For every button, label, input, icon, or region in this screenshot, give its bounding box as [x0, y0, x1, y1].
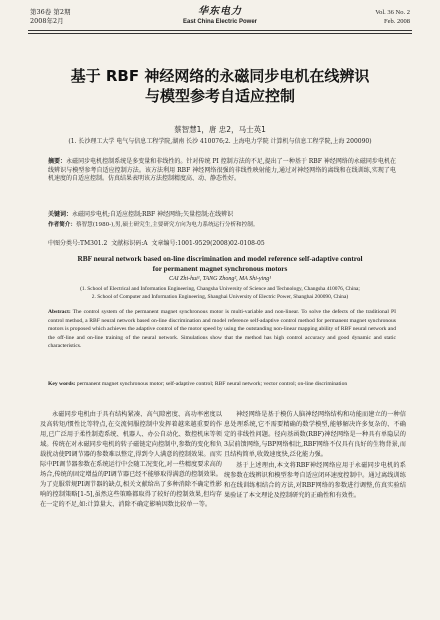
- affiliation-cn: (1. 长沙理工大学 电气与信息工程学院,湖南 长沙 410076;2. 上海电力学院 计算机与信息工程学院,上海 200090): [68, 138, 372, 145]
- classification-line: 中图分类号:TM301.2 文献标识码:A 文章编号:1001-9529(2008)02-0108-05: [48, 240, 265, 247]
- body-column-right: [224, 410, 406, 502]
- title-en-line-2: for permanent magnet synchronous motors: [152, 264, 288, 273]
- keywords-text-en: permanent magnet synchronous motor; self-adaptive control; RBF neural network; vector control; on-line discrimination: [76, 381, 348, 387]
- header-date-en: Feb. 2008: [384, 18, 410, 25]
- body-right-paragraph-1: 神经网络是基于模仿人脑神经网络结构和功能而建立的一种信息处理系统,它不需要精确的数学模型,能够解决许多复杂的、不确定的非线性问题。径向基函数(RBF)神经网络是一种具有单隐层的3层前馈网络,与BP网络相比,RBF网络不仅具有良好的生物背景,而且结构简单,收敛速度快,泛化能力强。: [224, 411, 406, 458]
- journal-masthead: [150, 6, 290, 26]
- journal-name-cn: 华东电力: [198, 6, 242, 17]
- header-rule-thick: [28, 30, 412, 31]
- journal-name-en: East China Electric Power: [182, 19, 258, 25]
- title-line-2: 与模型参考自适应控制: [144, 87, 295, 105]
- keywords-text-cn: 永磁同步电机;自适应控制;RBF 神经网络;矢量控制;在线辨识: [72, 211, 234, 218]
- header-right: [375, 8, 410, 26]
- paper-title-en: [30, 254, 410, 274]
- body-right-paragraph-2: 基于上述理由,本文将RBF神经网络应用于永磁同步电机的系统参数在线辨识和模型参考自适应闭环速度控制中。通过离线训练和在线训练相结合的方法,对RBF网络的参数进行调整,仿真实验结果验证了本文理论及控制研究的正确性和有效性。: [224, 462, 406, 499]
- abstract-text-cn: 永磁同步电机控制系统是多变量和非线性的。针对传统 PI 控制方法的不足,提出了一种基于 RBF 神经网络的永磁同步电机在线辨识与模型参考自适应控制方法。该方法利用 RBF 神经网络很强的非线性映射能力,通过对神经网络的离线和在线训练,实现了电机速度的自适应控制。仿真结果表明该方法控制精度高、动、静态性好。: [48, 158, 396, 183]
- title-line-1: 基于 RBF 神经网络的永磁同步电机在线辨识: [70, 67, 370, 85]
- authors-en: CAI Zhi-hui¹, TANG Zhong², MA Shi-ying¹: [168, 276, 271, 282]
- keywords-label-en: Key words:: [48, 381, 76, 387]
- authors-cn: 蔡智慧1，唐 忠2，马士英1: [174, 125, 266, 134]
- author-bio-cn: [48, 221, 396, 229]
- abstract-text-en: The control system of the permanent magnet synchronous motor is multi-variable and non-linear. To solve the defects of the traditional PI control method, a RBF neural network based on-line discrimination and model reference self-adaptive control method for permanent magnet synchronous motors is proposed which achieves the adaptive control of the motor speed by using the outstanding non-linear mapping ability of RBF neural network and the off-line and on-line training of the neural network. Simulations show that the method has high control accuracy and good dynamic and static characteristics.: [48, 309, 396, 350]
- abstract-label-en: Abstract:: [48, 309, 71, 315]
- abstract-label-cn: 摘要：: [48, 158, 67, 165]
- header-volume-en: Vol. 36 No. 2: [375, 9, 410, 16]
- affiliation-en-2: 2. School of Computer and Information Engineering, Shanghai University of Electric Power, Shanghai 200090, China): [91, 294, 349, 300]
- body-left-paragraph: 永磁同步电机由于具有结构紧凑、高气隙密度、高功率密度以及高转矩/惯性比等特点,在交流伺服控制中发挥着越来越重要的作用,已广泛用于柔性制造系统、机器人、办公自动化、数控机床等领域。传统在对永磁同步电机的转子磁链定向控制中,参数的变化和负载扰动使PI调节器的参数难以整定,得到令人满意的控制效果。而实际中PI调节器参数在系统运行中会随工况变化,对一些精度要求高的场合,传统的固定增益的PI调节器已经不能够取得满意的控制效果。为了克服常规PI调节器的缺点,相关文献给出了多种消除不确定性影响的控制策略[1-5],虽然这些策略都取得了较好的控制效果,但均存在一定的不足,如:计算量大、消除不确定影响因数比较单一等。: [40, 411, 222, 508]
- bio-label-cn: 作者简介：: [48, 222, 76, 228]
- keywords-label-cn: 关键词：: [48, 211, 73, 218]
- bio-text-cn: 蔡智慧(1980-),男,硕士研究生,主要研究方向为电力系统运行分析和控制。: [75, 222, 259, 228]
- paper-title-cn: [20, 66, 420, 106]
- affiliation-en: [30, 285, 410, 301]
- header-rule-thin: [28, 33, 412, 34]
- affiliation-en-1: (1. School of Electrical and Information Engineering, Changsha University of Science and Technology, Changsha 410076, China;: [80, 286, 360, 292]
- keywords-cn: [48, 211, 396, 220]
- header-volume-cn: 第36卷 第2期: [30, 8, 71, 16]
- header-date-cn: 2008年2月: [30, 17, 64, 25]
- header-left: [30, 8, 70, 26]
- title-en-line-1: RBF neural network based on-line discrimination and model reference self-adaptive control: [77, 254, 363, 263]
- keywords-en: [48, 380, 396, 389]
- abstract-cn: [48, 158, 396, 184]
- body-column-left: [40, 410, 222, 511]
- abstract-en: [48, 308, 396, 351]
